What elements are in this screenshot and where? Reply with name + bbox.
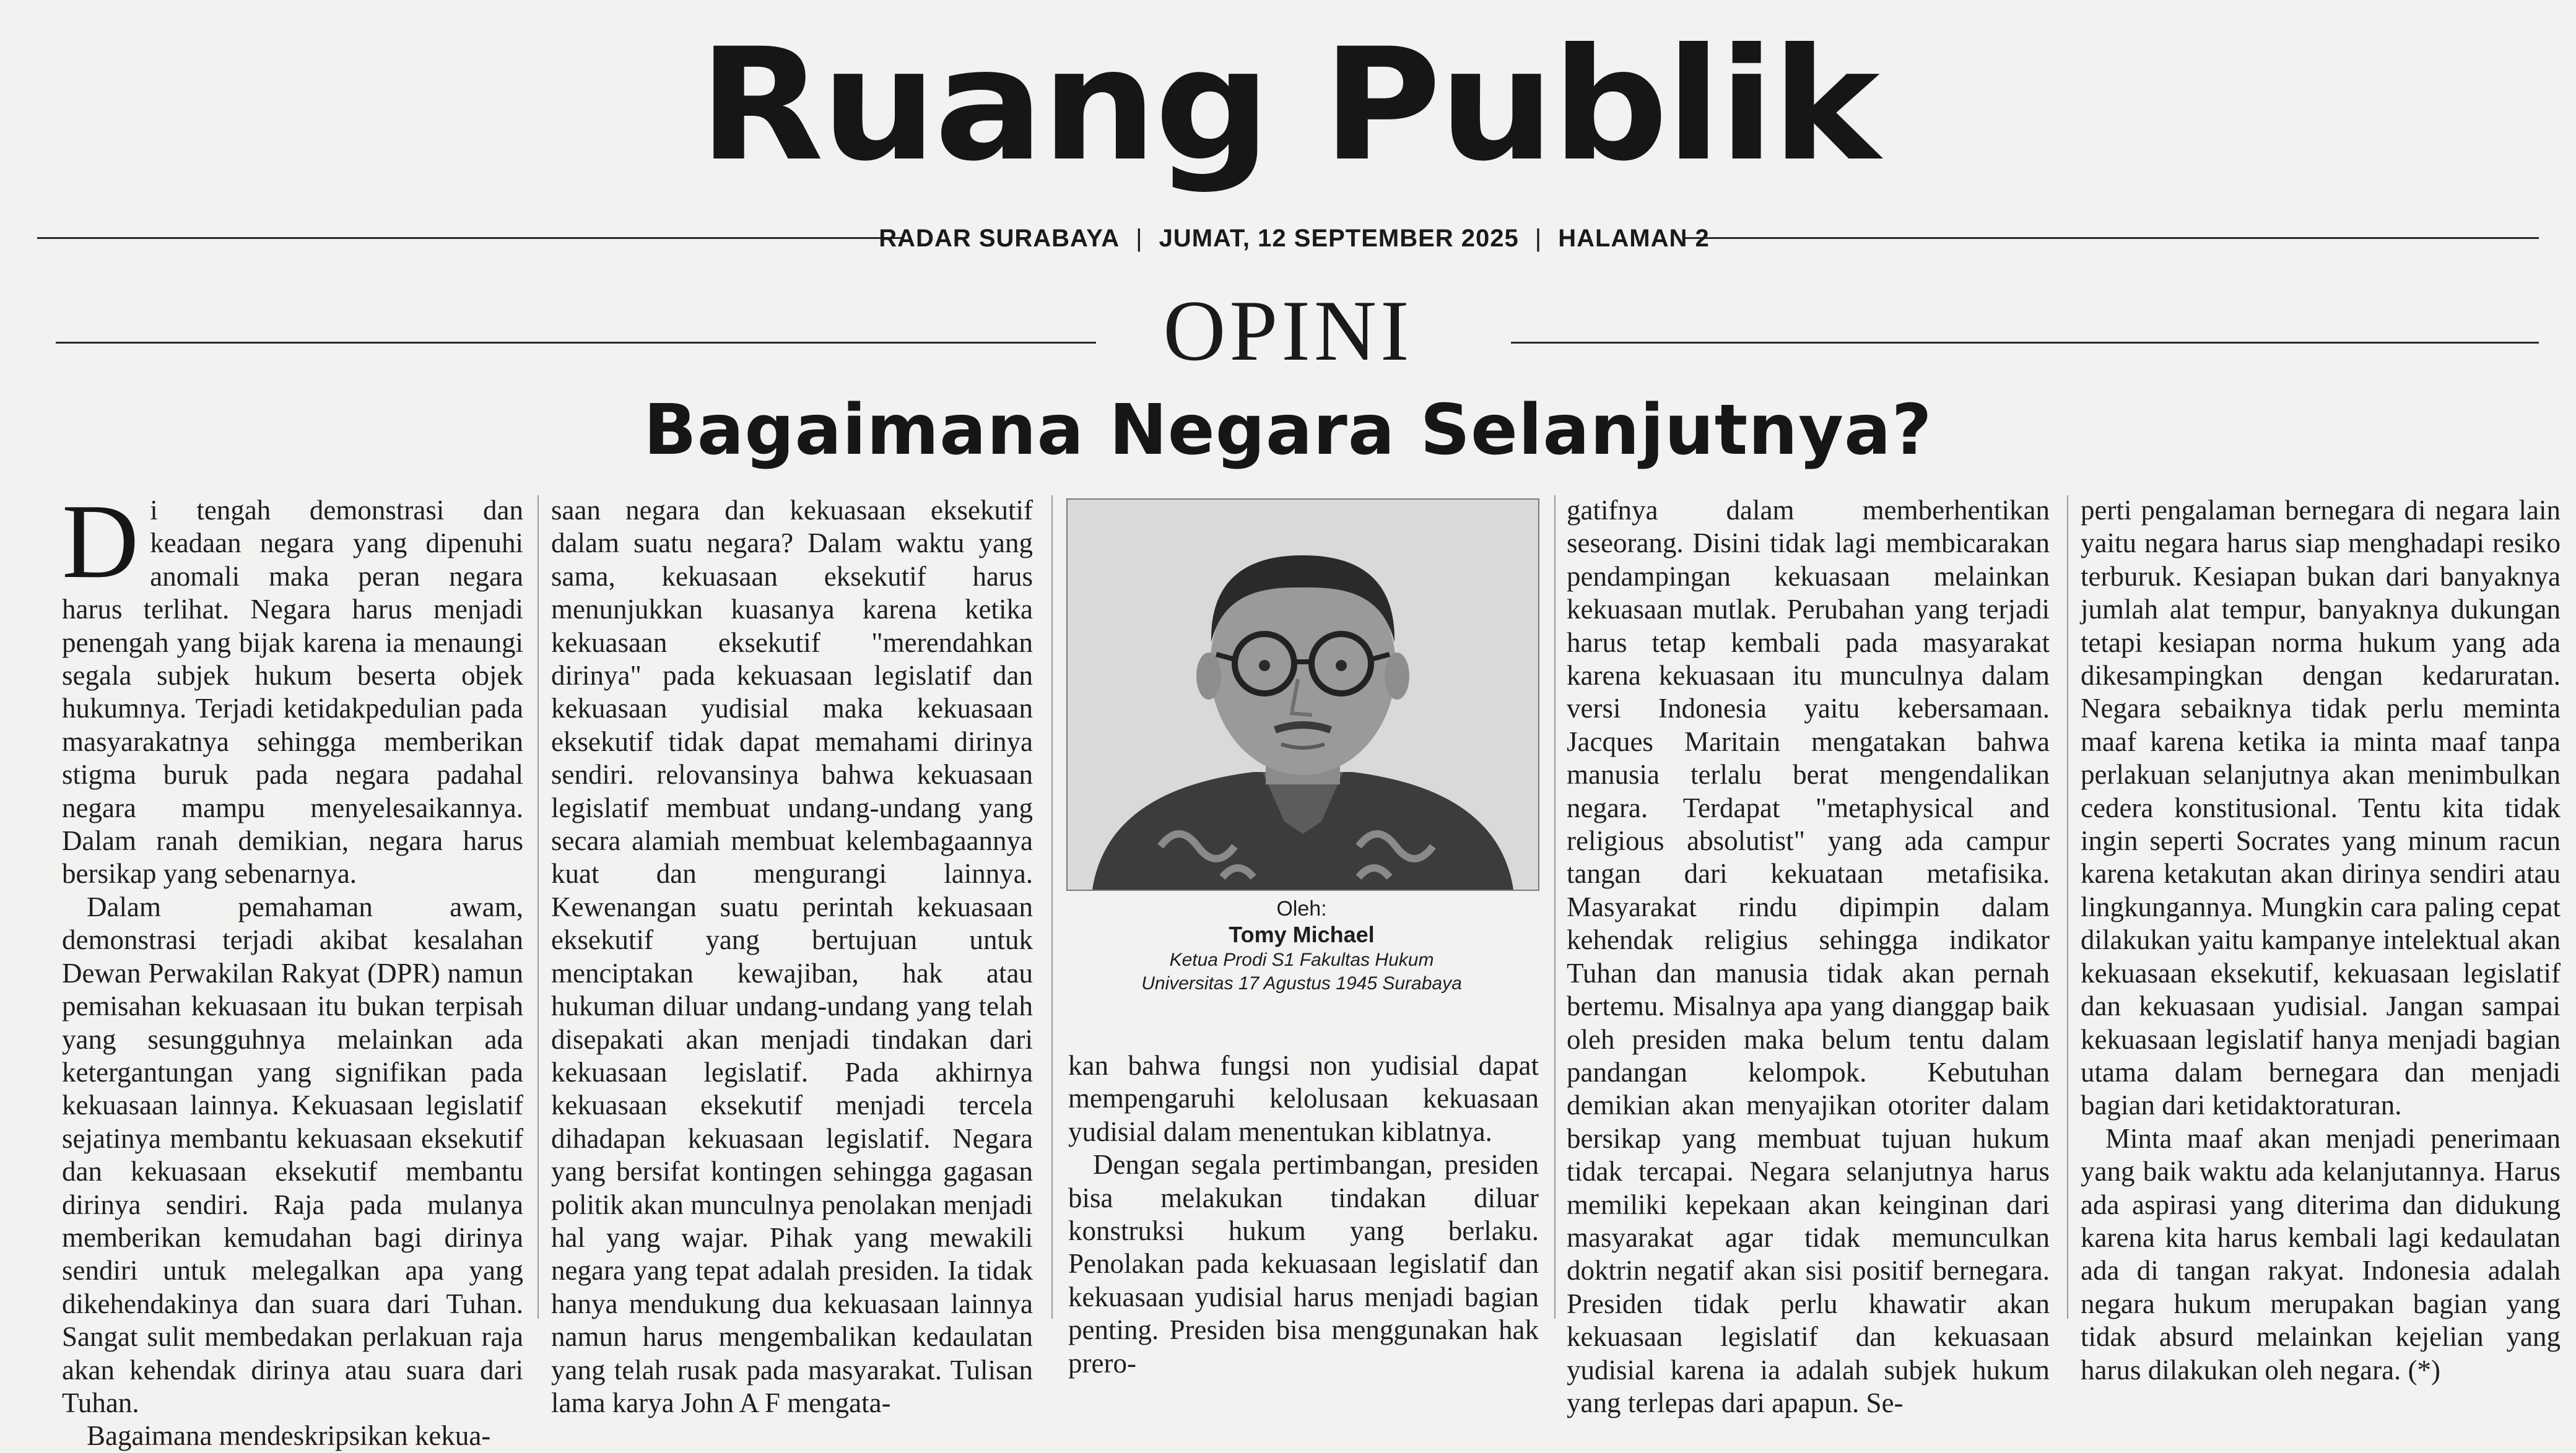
author-role: Ketua Prodi S1 Fakultas Hukum [1169, 950, 1434, 970]
paragraph: Dalam pemahaman awam, demonstrasi terjadi akibat kesalahan Dewan Perwakilan Rakyat (DPR) namun pemisahan kekuasaan itu bukan terpisah yang sesungguhnya melainkan ada ketergantungan yang signifikan pada kekuasaan lainnya. Kekuasaan legislatif sejatinya membantu kekuasaan eksekutif dan kekuasaan eksekutif membantu dirinya sendiri. Raja pada mulanya memberikan kemudahan bagi dirinya sendiri untuk melegalkan apa yang dikehendakinya dan suara dari Tuhan. Sangat sulit membedakan perlakuan raja akan kehendak dirinya atau suara dari Tuhan. [62, 891, 523, 1418]
column-divider [2067, 495, 2068, 1319]
separator: | [1136, 224, 1143, 252]
article-column-3 [1068, 1049, 1539, 1380]
paragraph-text: i tengah demonstrasi dan keadaan negara yang dipenuhi anomali maka peran negara harus terlihat. Negara harus menjadi penengah yang bijak karena ia menaungi segala subjek hukum beserta objek hukumnya. Terjadi ketidakpedulian pada masyarakatnya sehingga memberikan stigma buruk pada negara padahal negara mampu menyelesaikannya. Dalam ranah demikian, negara harus bersikap yang sebenarnya. [62, 495, 523, 890]
author-portrait-illustration [1068, 500, 1538, 890]
newspaper-name: RADAR SURABAYA [879, 224, 1120, 252]
paragraph: kan bahwa fungsi non yudisial dapat mempengaruhi kelolusaan kekuasaan yudisial dalam menentukan kiblatnya. [1068, 1050, 1539, 1147]
section-rule-left [56, 342, 1096, 344]
author-name: Tomy Michael [1229, 922, 1375, 947]
column-divider [1554, 495, 1556, 1319]
drop-cap: D [62, 483, 139, 601]
page-number: HALAMAN 2 [1558, 224, 1710, 252]
article-column-5 [2081, 494, 2561, 1387]
paragraph: gatifnya dalam memberhentikan seseorang. Disini tidak lagi membicarakan pendampingan kekuasaan melainkan kekuasaan mutlak. Perubahan yang terjadi harus tetap kembali pada masyarakat karena kekuasaan itu munculnya dalam versi Indonesia yaitu kebersamaan. Jacques Maritain mengatakan bahwa manusia terlalu berat mengendalikan negara. Terdapat "metaphysical and religious absolutist" yang ada campur tangan dari kekuataan metafisika. Masyarakat rindu dipimpin dalam kehendak religius sehingga indikator Tuhan dan manusia tidak akan pernah bertemu. Misalnya apa yang dianggap baik oleh presiden maka belum tentu dalam pandangan kelompok. Kebutuhan demikian akan menyajikan otoriter dalam bersikap yang membuat tujuan hukum tidak tercapai. Negara selanjutnya harus memiliki kepekaan akan keinginan dari masyarakat agar tidak memunculkan doktrin negatif akan sisi positif bernegara. Presiden tidak perlu khawatir akan kekuasaan legislatif dan kekuasaan yudisial karena ia adalah subjek hukum yang terlepas dari apapun. Se- [1567, 495, 2050, 1418]
paragraph: saan negara dan kekuasaan eksekutif dalam suatu negara? Dalam waktu yang sama, kekuasaan eksekutif harus menunjukkan kuasanya karena ketika kekuasaan eksekutif "merendahkan dirinya" pada kekuasaan legislatif dan kekuasaan yudisial maka kekuasaan eksekutif tidak dapat memahami dirinya sendiri. relovansinya bahwa kekuasaan legislatif membuat undang-undang yang secara alamiah membuat kelembagaannya kuat dan mengurangi lainnya. Kewenangan suatu perintah kekuasaan eksekutif yang bertujuan untuk menciptakan kewajiban, hak atau hukuman diluar undang-undang yang telah disepakati akan menjadi tindakan dari kekuasaan legislatif. Pada akhirnya kekuasaan eksekutif menjadi tercela dihadapan kekuasaan legislatif. Negara yang bersifat kontingen sehingga gagasan politik akan munculnya penolakan menjadi hal yang wajar. Pihak yang mewakili negara yang tepat adalah presiden. Ia tidak hanya mendukung dua kekuasaan lainnya namun harus mengembalikan kedaulatan yang telah rusak pada masyarakat. Tulisan lama karya John A F mengata- [551, 495, 1033, 1418]
end-mark: (*) [2408, 1354, 2441, 1386]
article-column-2 [551, 494, 1033, 1420]
dateline [879, 217, 1710, 260]
article-column-4 [1567, 494, 2050, 1420]
masthead-rule-right [1684, 237, 2539, 239]
column-divider [537, 495, 539, 1319]
column-divider [1051, 495, 1053, 1319]
author-affiliation: Universitas 17 Agustus 1945 Surabaya [1141, 973, 1462, 994]
author-caption [1066, 896, 1537, 995]
masthead-rule-left [37, 237, 904, 239]
article-column-1 [62, 483, 523, 1453]
author-by-label: Oleh: [1276, 897, 1327, 921]
paragraph [62, 483, 523, 891]
paragraph: Bagaimana mendeskripsikan kekua- [87, 1420, 491, 1452]
issue-date: JUMAT, 12 SEPTEMBER 2025 [1159, 224, 1519, 252]
paragraph: perti pengalaman bernegara di negara lain yaitu negara harus siap menghadapi resiko terburuk. Kesiapan bukan dari banyaknya jumlah alat tempur, banyaknya dukungan tetapi kesiapan norma hukum yang ada dikesampingkan dengan kedaruratan. Negara sebaiknya tidak perlu meminta maaf karena ketika ia minta maaf tanpa perlakuan selanjutnya akan menimbulkan cedera konstitusional. Tentu kita tidak ingin seperti Socrates yang minum racun karena ketakutan akan dirinya sendiri atau lingkungannya. Mungkin cara paling cepat dilakukan yaitu kampanye intelektual akan kekuasaan eksekutif, kekuasaan legislatif dan kekuasaan yudisial. Jangan sampai kekuasaan legislatif hanya menjadi bagian utama dalam bernegara dan menjadi bagian dari ketidaktoraturan. [2081, 495, 2561, 1121]
masthead-title: Ruang Publik [698, 15, 1878, 195]
separator: | [1534, 224, 1543, 252]
section-rule-right [1511, 342, 2539, 344]
section-label: OPINI [1163, 283, 1413, 379]
author-photo [1066, 498, 1539, 891]
paragraph [2081, 1122, 2561, 1387]
paragraph-text: Minta maaf akan menjadi penerimaan yang baik waktu ada kelanjutannya. Harus ada aspirasi yang diterima dan didukung karena kita harus kembali lagi kedaulatan ada di tangan rakyat. Indonesia adalah negara hukum merupakan bagian yang tidak absurd melainkan kejelian yang harus dilakukan oleh negara. [2081, 1122, 2561, 1386]
headline: Bagaimana Negara Selanjutnya? [643, 390, 1933, 471]
paragraph: Dengan segala pertimbangan, presiden bisa melakukan tindakan diluar konstruksi hukum yang berlaku. Penolakan pada kekuasaan legislatif dan kekuasaan yudisial harus menjadi bagian penting. Presiden bisa menggunakan hak prero- [1068, 1149, 1539, 1379]
